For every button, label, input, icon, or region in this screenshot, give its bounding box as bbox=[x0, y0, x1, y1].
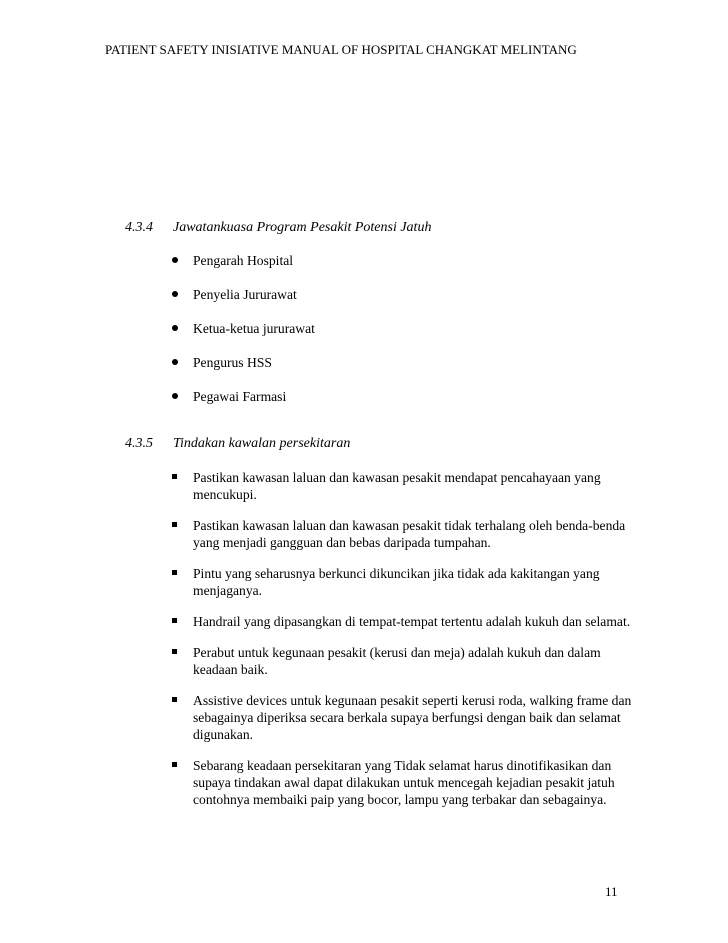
bullet-icon bbox=[172, 291, 178, 297]
section-title: Tindakan kawalan persekitaran bbox=[173, 436, 351, 451]
list-item: Pengurus HSS bbox=[172, 354, 632, 371]
square-bullet-icon bbox=[172, 762, 177, 767]
list-item: Pintu yang seharusnya berkunci dikuncikan jika tidak ada kakitangan yang menjaganya. bbox=[172, 565, 632, 599]
square-bullet-icon bbox=[172, 697, 177, 702]
list-item: Pengarah Hospital bbox=[172, 252, 632, 269]
list-item: Pastikan kawasan laluan dan kawasan pesakit mendapat pencahayaan yang mencukupi. bbox=[172, 469, 632, 503]
page-number: 11 bbox=[605, 884, 618, 899]
square-bullet-icon bbox=[172, 618, 177, 623]
section-heading-4-3-4 bbox=[125, 220, 431, 236]
list-item: Penyelia Jururawat bbox=[172, 286, 632, 303]
committee-member-list bbox=[172, 252, 632, 422]
section-number: 4.3.5 bbox=[125, 436, 153, 451]
section-number: 4.3.4 bbox=[125, 220, 153, 235]
environment-control-list bbox=[172, 469, 632, 822]
list-item: Pegawai Farmasi bbox=[172, 388, 632, 405]
list-item: Perabut untuk kegunaan pesakit (kerusi dan meja) adalah kukuh dan dalam keadaan baik. bbox=[172, 644, 632, 678]
list-item: Pastikan kawasan laluan dan kawasan pesakit tidak terhalang oleh benda-benda yang menjadi gangguan dan bebas daripada tumpahan. bbox=[172, 517, 632, 551]
section-title: Jawatankuasa Program Pesakit Potensi Jatuh bbox=[173, 220, 432, 235]
bullet-icon bbox=[172, 257, 178, 263]
square-bullet-icon bbox=[172, 474, 177, 479]
section-heading-4-3-5 bbox=[125, 436, 350, 452]
bullet-icon bbox=[172, 325, 178, 331]
bullet-icon bbox=[172, 393, 178, 399]
list-item: Ketua-ketua jururawat bbox=[172, 320, 632, 337]
list-item: Assistive devices untuk kegunaan pesakit seperti kerusi roda, walking frame dan sebagainya diperiksa secara berkala supaya berfungsi dengan baik dan selamat digunakan. bbox=[172, 692, 632, 743]
bullet-icon bbox=[172, 359, 178, 365]
list-item: Sebarang keadaan persekitaran yang Tidak selamat harus dinotifikasikan dan supaya tindakan awal dapat dilakukan untuk mencegah kejadian pesakit jatuh contohnya membaiki paip yang bocor, lampu yang terbakar dan sebagainya. bbox=[172, 757, 632, 808]
square-bullet-icon bbox=[172, 570, 177, 575]
square-bullet-icon bbox=[172, 649, 177, 654]
page-header: PATIENT SAFETY INISIATIVE MANUAL OF HOSPITAL CHANGKAT MELINTANG bbox=[105, 42, 577, 57]
square-bullet-icon bbox=[172, 522, 177, 527]
list-item: Handrail yang dipasangkan di tempat-tempat tertentu adalah kukuh dan selamat. bbox=[172, 613, 632, 630]
